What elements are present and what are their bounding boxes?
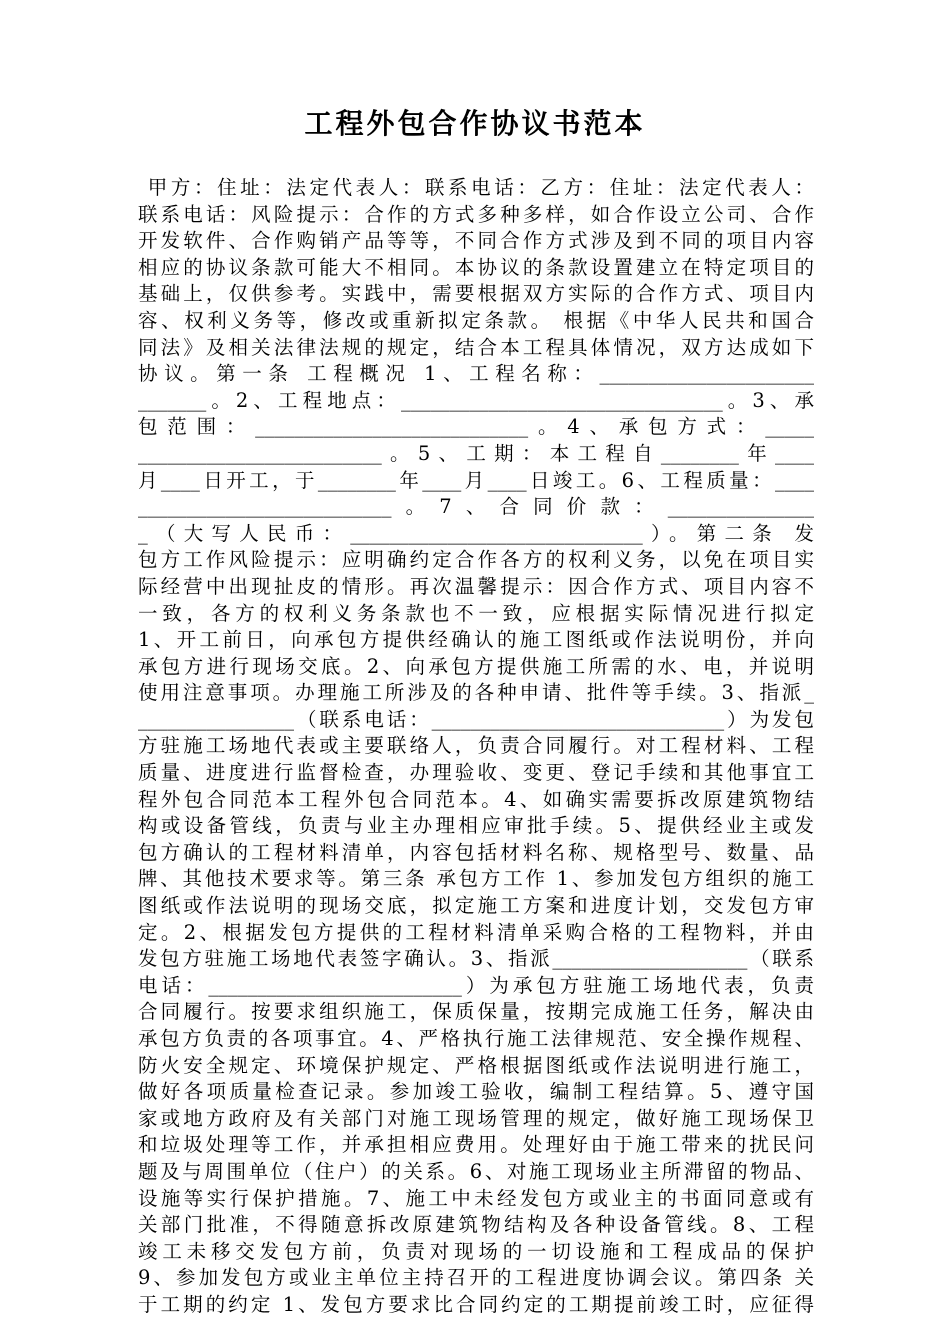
document-title: 工程外包合作协议书范本: [304, 107, 646, 140]
body-text-line: 和垃圾处理等工作，并承担相应费用。处理好由于施工带来的扰民问: [138, 1133, 814, 1157]
body-text-line: 方驻施工场地代表或主要联络人，负责合同履行。对工程材料、工程: [138, 734, 814, 758]
body-text-line: 同法》及相关法律法规的规定，结合本工程具体情况，双方达成如下: [138, 335, 814, 359]
body-text-line: 容、权利义务等，修改或重新拟定条款。 根据《中华人民共和国合: [138, 308, 814, 332]
body-text-line: 使用注意事项。办理施工所涉及的各种申请、批件等手续。3、指派_: [138, 681, 814, 705]
body-text-line: 承包方负责的各项事宜。4、严格执行施工法律规范、安全操作规程、: [138, 1027, 814, 1050]
body-text-line: 质量、进度进行监督检查，办理验收、变更、登记手续和其他事宜工: [138, 761, 814, 785]
body-text-line: _________________________。5、工期：本工程自________年____: [138, 441, 814, 465]
body-text-line: _______。2、工程地点：_________________________________。3、承: [138, 388, 814, 412]
body-text-line: 题及与周围单位（住户）的关系。6、对施工现场业主所滞留的物品、: [138, 1159, 814, 1183]
body-text-line: 牌、其他技术要求等。第三条 承包方工作 1、参加发包方组织的施工: [138, 867, 814, 891]
body-text-line: 包范围：____________________________。4、承包方式：_____: [138, 415, 814, 439]
body-text-line: 电话：__________________________）为承包方驻施工场地代表，负责: [138, 973, 814, 997]
body-text-line: ________________（联系电话：______________________________）为发包: [138, 707, 814, 731]
body-text-line: 开发软件、合作购销产品等等，不同合作方式涉及到不同的项目内容: [138, 229, 814, 253]
body-text-line: __________________________。7、合同价款：_______________: [138, 495, 814, 519]
body-text-line: 程外包合同范本工程外包合同范本。4、如确实需要拆改原建筑物结: [138, 787, 814, 811]
body-text-line: 设施等实行保护措施。7、施工中未经发包方或业主的书面同意或有: [138, 1186, 814, 1210]
body-text-line: 于工期的约定 1、发包方要求比合同约定的工期提前竣工时，应征得: [138, 1292, 814, 1316]
body-text-line: 做好各项质量检查记录。参加竣工验收，编制工程结算。5、遵守国: [138, 1080, 814, 1104]
body-text-line: 定。2、根据发包方提供的工程材料清单采购合格的工程物料，并由: [138, 920, 814, 944]
body-text-line: 合同履行。按要求组织施工，保质保量，按期完成施工任务，解决由: [138, 1000, 814, 1024]
body-text-line: 基础上，仅供参考。实践中，需要根据双方实际的合作方式、项目内: [138, 282, 814, 306]
body-text-line: 构或设备管线，负责与业主办理相应审批手续。5、提供经业主或发: [138, 814, 814, 838]
body-text-line: 发包方驻施工场地代表签字确认。3、指派____________________（联系: [138, 947, 814, 971]
document-body: [138, 175, 814, 1319]
body-text-line: 家或地方政府及有关部门对施工现场管理的规定，做好施工现场保卫: [138, 1106, 814, 1130]
body-text-line: 相应的协议条款可能大不相同。本协议的条款设置建立在特定项目的: [138, 255, 814, 279]
body-text-line: 包方工作风险提示：应明确约定合作各方的权利义务，以免在项目实: [138, 548, 814, 572]
body-text-line: 联系电话：风险提示：合作的方式多种多样，如合作设立公司、合作: [138, 202, 814, 226]
body-text-line: 竣工未移交发包方前，负责对现场的一切设施和工程成品的保护: [138, 1239, 814, 1263]
body-text-line: 图纸或作法说明的现场交底，拟定施工方案和进度计划，交发包方审: [138, 894, 814, 918]
body-text-line: 协议。第一条 工程概况 1、工程名称：______________________: [138, 362, 814, 386]
body-text-line: 防火安全规定、环境保护规定、严格根据图纸或作法说明进行施工，: [138, 1053, 814, 1077]
body-text-line: 承包方进行现场交底。2、向承包方提供施工所需的水、电，并说明: [138, 654, 814, 678]
body-text-line: 9、参加发包方或业主单位主持召开的工程进度协调会议。第四条 关: [138, 1266, 814, 1290]
body-text-line: 月____日开工，于________年____月____日竣工。6、工程质量：____: [138, 468, 814, 492]
body-text-line: 包方确认的工程材料清单，内容包括材料名称、规格型号、数量、品: [138, 840, 814, 864]
body-text-line: _（大写人民币：______________________________）。第二条 发: [138, 521, 814, 545]
body-text-line: 际经营中出现扯皮的情形。再次温馨提示：因合作方式、项目内容不: [138, 574, 814, 598]
body-text-line: 关部门批准，不得随意拆改原建筑物结构及各种设备管线。8、工程: [138, 1213, 814, 1237]
body-text-line: 甲方：住址：法定代表人：联系电话：乙方：住址：法定代表人：: [138, 176, 814, 199]
body-text-line: 1、开工前日，向承包方提供经确认的施工图纸或作法说明份，并向: [138, 628, 814, 652]
body-text-line: 一致，各方的权利义务条款也不一致，应根据实际情况进行拟定: [138, 601, 814, 625]
